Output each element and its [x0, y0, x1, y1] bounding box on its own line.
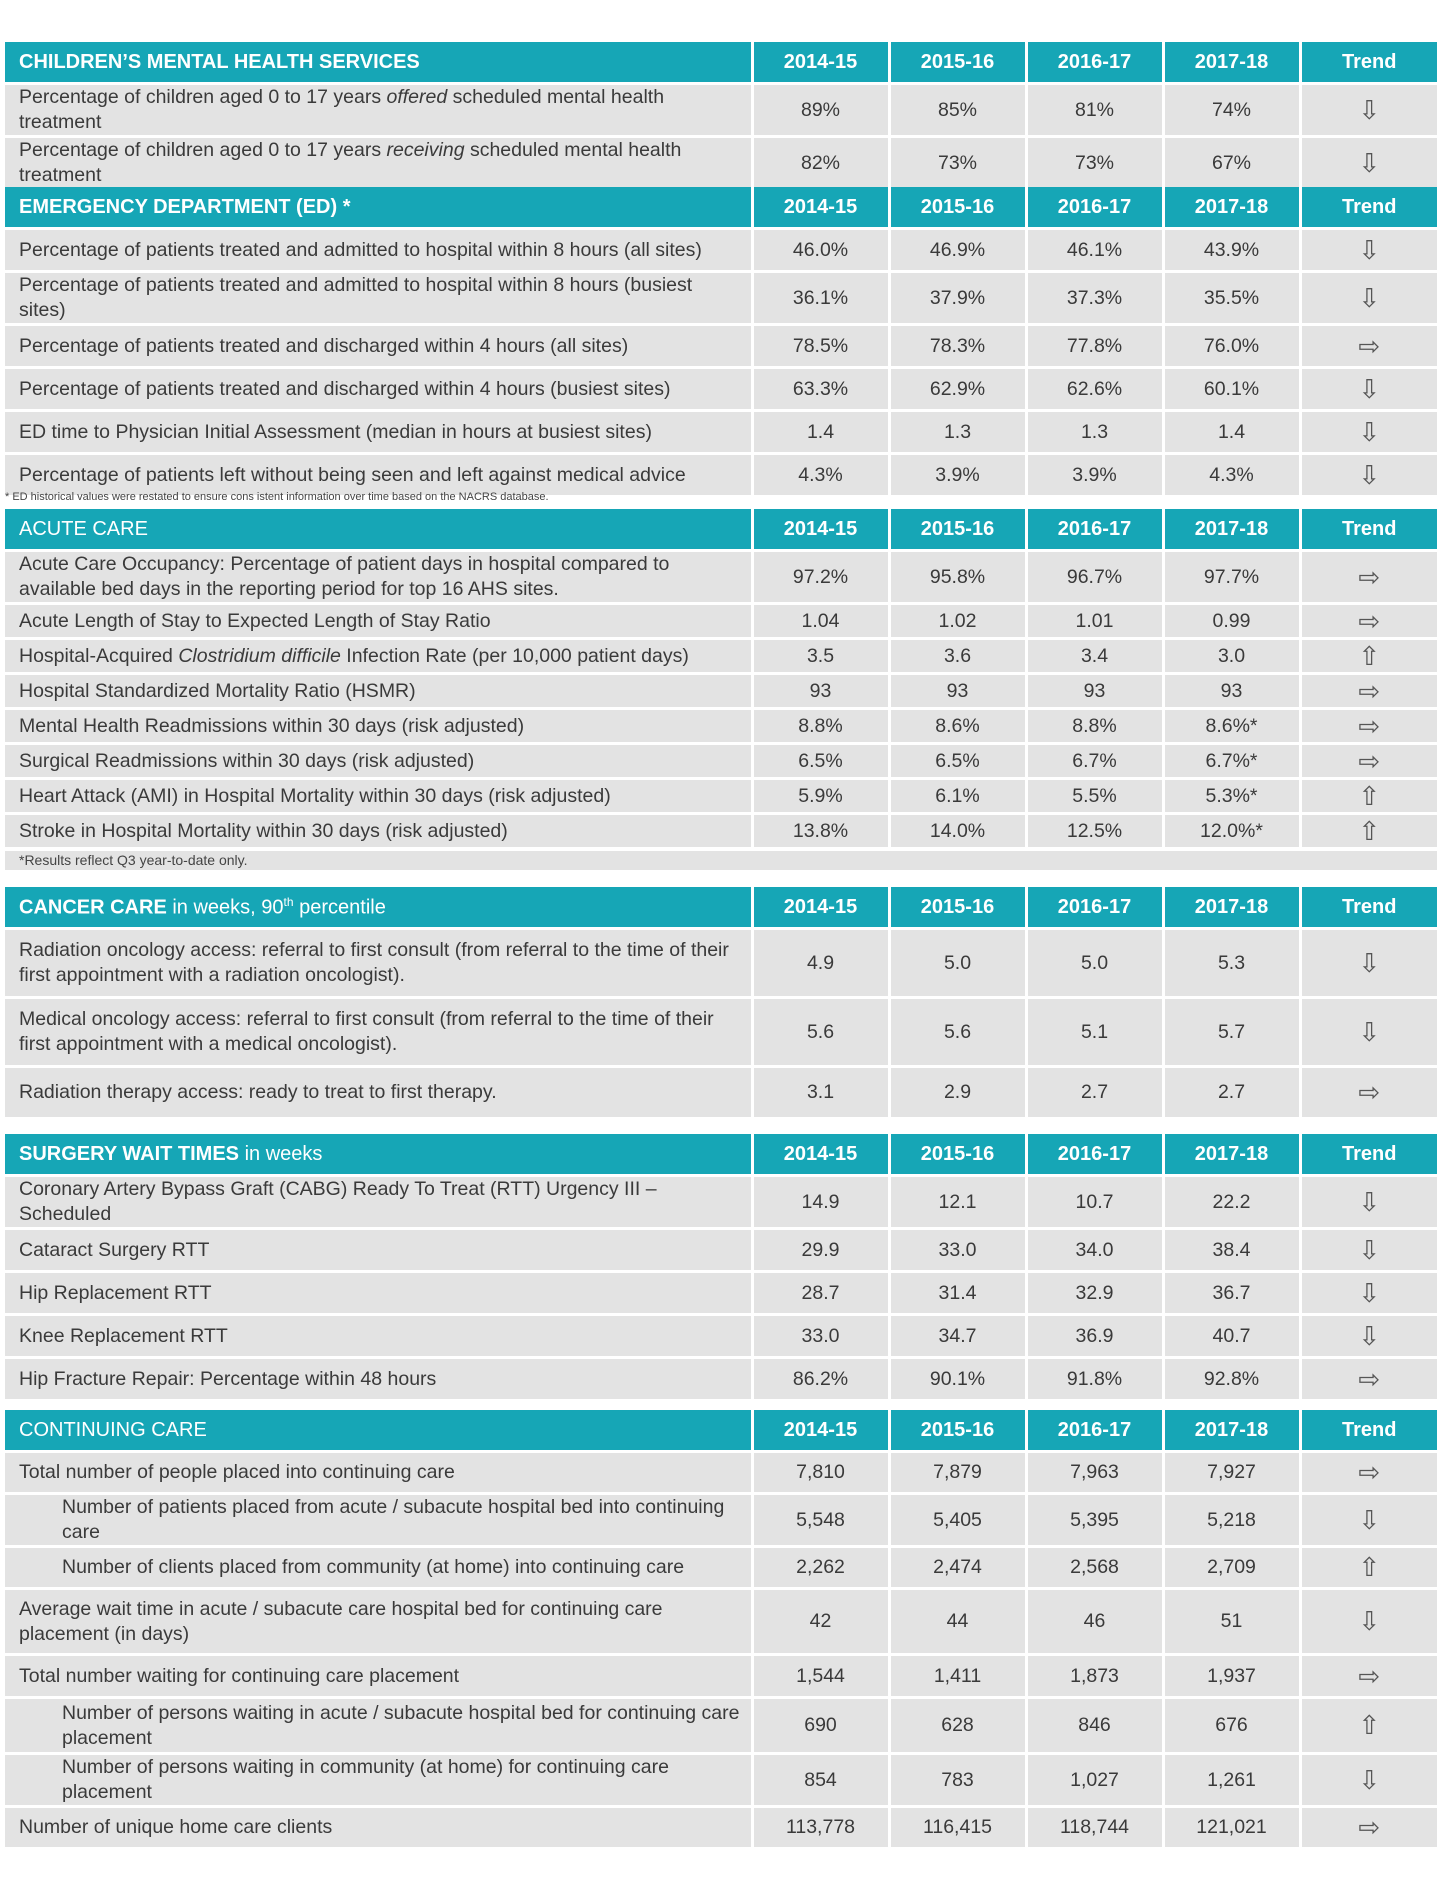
value-cell: 1.04 — [752, 604, 889, 639]
table-row — [5, 998, 1437, 1067]
section-surgery-wait-times — [5, 1134, 1437, 1402]
table-row — [5, 1807, 1437, 1849]
value-cell: 5.0 — [889, 929, 1026, 998]
value-cell: 6.7% — [1026, 744, 1163, 779]
row-label: Number of persons waiting in community (at home) for continuing care placement — [5, 1754, 752, 1807]
table-row — [5, 604, 1437, 639]
row-label: Number of unique home care clients — [5, 1807, 752, 1849]
row-label: Heart Attack (AMI) in Hospital Mortality within 30 days (risk adjusted) — [5, 779, 752, 814]
row-label: Mental Health Readmissions within 30 days (risk adjusted) — [5, 709, 752, 744]
row-label: Stroke in Hospital Mortality within 30 days (risk adjusted) — [5, 814, 752, 849]
cancer-care-table — [5, 887, 1437, 1120]
row-label: Radiation oncology access: referral to first consult (from referral to the time of their first appointment with a radiation oncologist). — [5, 929, 752, 998]
row-label: Number of persons waiting in acute / subacute hospital bed for continuing care placement — [5, 1698, 752, 1754]
table-header-row — [5, 887, 1437, 929]
section-title: CHILDREN’S MENTAL HEALTH SERVICES — [5, 42, 752, 84]
right-arrow-icon: ⇨ — [1300, 604, 1437, 639]
year-header: 2016-17 — [1026, 1134, 1163, 1176]
row-label: Hip Replacement RTT — [5, 1272, 752, 1315]
value-cell: 2.9 — [889, 1067, 1026, 1119]
value-cell: 3.0 — [1163, 639, 1300, 674]
table-header-row — [5, 42, 1437, 84]
value-cell: 12.1 — [889, 1176, 1026, 1229]
row-label: Average wait time in acute / subacute care hospital bed for continuing care placement (in days) — [5, 1589, 752, 1655]
value-cell: 676 — [1163, 1698, 1300, 1754]
row-label: Percentage of patients treated and discharged within 4 hours (all sites) — [5, 325, 752, 368]
table-row — [5, 1589, 1437, 1655]
value-cell: 1,027 — [1026, 1754, 1163, 1807]
year-header: 2015-16 — [889, 42, 1026, 84]
year-header: 2015-16 — [889, 509, 1026, 551]
value-cell: 8.8% — [752, 709, 889, 744]
row-label: Percentage of children aged 0 to 17 years offered scheduled mental health treatment — [5, 84, 752, 137]
table-row — [5, 137, 1437, 190]
year-header: 2016-17 — [1026, 1410, 1163, 1452]
table-header-row — [5, 1134, 1437, 1176]
down-arrow-icon: ⇩ — [1300, 1754, 1437, 1807]
year-header: 2017-18 — [1163, 1134, 1300, 1176]
value-cell: 91.8% — [1026, 1358, 1163, 1401]
table-row — [5, 1067, 1437, 1119]
section-acute-care — [5, 509, 1437, 850]
value-cell: 5.9% — [752, 779, 889, 814]
value-cell: 0.99 — [1163, 604, 1300, 639]
value-cell: 22.2 — [1163, 1176, 1300, 1229]
table-row — [5, 929, 1437, 998]
value-cell: 5.3%* — [1163, 779, 1300, 814]
value-cell: 5.7 — [1163, 998, 1300, 1067]
row-label: Percentage of patients left without being seen and left against medical advice — [5, 454, 752, 497]
value-cell: 32.9 — [1026, 1272, 1163, 1315]
table-row — [5, 229, 1437, 272]
trend-header: Trend — [1300, 42, 1437, 84]
value-cell: 34.0 — [1026, 1229, 1163, 1272]
right-arrow-icon: ⇨ — [1300, 1807, 1437, 1849]
value-cell: 93 — [752, 674, 889, 709]
value-cell: 85% — [889, 84, 1026, 137]
table-row — [5, 551, 1437, 604]
table-row — [5, 1452, 1437, 1494]
value-cell: 2,568 — [1026, 1547, 1163, 1589]
year-header: 2015-16 — [889, 1410, 1026, 1452]
value-cell: 690 — [752, 1698, 889, 1754]
value-cell: 36.9 — [1026, 1315, 1163, 1358]
trend-header: Trend — [1300, 1410, 1437, 1452]
value-cell: 7,927 — [1163, 1452, 1300, 1494]
value-cell: 93 — [1163, 674, 1300, 709]
value-cell: 121,021 — [1163, 1807, 1300, 1849]
down-arrow-icon: ⇩ — [1300, 998, 1437, 1067]
table-header-row — [5, 509, 1437, 551]
value-cell: 89% — [752, 84, 889, 137]
value-cell: 8.6%* — [1163, 709, 1300, 744]
trend-header: Trend — [1300, 887, 1437, 929]
year-header: 2014-15 — [752, 887, 889, 929]
value-cell: 4.3% — [752, 454, 889, 497]
right-arrow-icon: ⇨ — [1300, 1358, 1437, 1401]
table-row — [5, 368, 1437, 411]
table-row — [5, 779, 1437, 814]
table-header-row — [5, 187, 1437, 229]
childrens-mental-health-table — [5, 42, 1437, 191]
value-cell: 60.1% — [1163, 368, 1300, 411]
section-continuing-care — [5, 1410, 1437, 1850]
value-cell: 2.7 — [1163, 1067, 1300, 1119]
table-row — [5, 1272, 1437, 1315]
year-header: 2014-15 — [752, 1410, 889, 1452]
value-cell: 1,873 — [1026, 1655, 1163, 1698]
row-label: Cataract Surgery RTT — [5, 1229, 752, 1272]
value-cell: 97.7% — [1163, 551, 1300, 604]
value-cell: 2.7 — [1026, 1067, 1163, 1119]
year-header: 2014-15 — [752, 509, 889, 551]
right-arrow-icon: ⇨ — [1300, 1067, 1437, 1119]
right-arrow-icon: ⇨ — [1300, 1452, 1437, 1494]
value-cell: 1.3 — [889, 411, 1026, 454]
down-arrow-icon: ⇩ — [1300, 368, 1437, 411]
row-label: Percentage of patients treated and admitted to hospital within 8 hours (all sites) — [5, 229, 752, 272]
value-cell: 4.3% — [1163, 454, 1300, 497]
row-label: Number of patients placed from acute / subacute hospital bed into continuing care — [5, 1494, 752, 1547]
down-arrow-icon: ⇩ — [1300, 1272, 1437, 1315]
value-cell: 82% — [752, 137, 889, 190]
value-cell: 76.0% — [1163, 325, 1300, 368]
value-cell: 77.8% — [1026, 325, 1163, 368]
table-row — [5, 709, 1437, 744]
value-cell: 62.6% — [1026, 368, 1163, 411]
value-cell: 6.5% — [752, 744, 889, 779]
down-arrow-icon: ⇩ — [1300, 929, 1437, 998]
value-cell: 6.1% — [889, 779, 1026, 814]
trend-header: Trend — [1300, 509, 1437, 551]
year-header: 2017-18 — [1163, 1410, 1300, 1452]
value-cell: 1,411 — [889, 1655, 1026, 1698]
row-label: Acute Length of Stay to Expected Length of Stay Ratio — [5, 604, 752, 639]
acute-care-table — [5, 509, 1437, 850]
row-label: Percentage of patients treated and admitted to hospital within 8 hours (busiest sites) — [5, 272, 752, 325]
value-cell: 73% — [889, 137, 1026, 190]
year-header: 2015-16 — [889, 887, 1026, 929]
value-cell: 5,405 — [889, 1494, 1026, 1547]
down-arrow-icon: ⇩ — [1300, 1315, 1437, 1358]
row-label: Surgical Readmissions within 30 days (risk adjusted) — [5, 744, 752, 779]
section-title: CONTINUING CARE — [5, 1410, 752, 1452]
ed-footnote: * ED historical values were restated to ensure cons istent information over time based on the NACRS database. — [5, 491, 549, 503]
right-arrow-icon: ⇨ — [1300, 744, 1437, 779]
table-header-row — [5, 1410, 1437, 1452]
value-cell: 95.8% — [889, 551, 1026, 604]
section-title: SURGERY WAIT TIMES in weeks — [5, 1134, 752, 1176]
value-cell: 13.8% — [752, 814, 889, 849]
table-row — [5, 411, 1437, 454]
value-cell: 8.8% — [1026, 709, 1163, 744]
down-arrow-icon: ⇩ — [1300, 1176, 1437, 1229]
value-cell: 6.7%* — [1163, 744, 1300, 779]
section-title: CANCER CARE in weeks, 90th percentile — [5, 887, 752, 929]
down-arrow-icon: ⇩ — [1300, 229, 1437, 272]
year-header: 2015-16 — [889, 187, 1026, 229]
value-cell: 12.0%* — [1163, 814, 1300, 849]
value-cell: 97.2% — [752, 551, 889, 604]
value-cell: 90.1% — [889, 1358, 1026, 1401]
value-cell: 628 — [889, 1698, 1026, 1754]
value-cell: 5.1 — [1026, 998, 1163, 1067]
value-cell: 51 — [1163, 1589, 1300, 1655]
value-cell: 10.7 — [1026, 1176, 1163, 1229]
value-cell: 1.4 — [1163, 411, 1300, 454]
table-row — [5, 1547, 1437, 1589]
value-cell: 118,744 — [1026, 1807, 1163, 1849]
value-cell: 1.4 — [752, 411, 889, 454]
value-cell: 86.2% — [752, 1358, 889, 1401]
table-row — [5, 814, 1437, 849]
row-label: ED time to Physician Initial Assessment (median in hours at busiest sites) — [5, 411, 752, 454]
value-cell: 96.7% — [1026, 551, 1163, 604]
down-arrow-icon: ⇩ — [1300, 137, 1437, 190]
value-cell: 5,548 — [752, 1494, 889, 1547]
value-cell: 42 — [752, 1589, 889, 1655]
right-arrow-icon: ⇨ — [1300, 325, 1437, 368]
value-cell: 92.8% — [1163, 1358, 1300, 1401]
section-cancer-care — [5, 887, 1437, 1120]
trend-header: Trend — [1300, 187, 1437, 229]
value-cell: 81% — [1026, 84, 1163, 137]
value-cell: 7,963 — [1026, 1452, 1163, 1494]
row-label: Hospital-Acquired Clostridium difficile Infection Rate (per 10,000 patient days) — [5, 639, 752, 674]
row-label: Coronary Artery Bypass Graft (CABG) Ready To Treat (RTT) Urgency III – Scheduled — [5, 1176, 752, 1229]
value-cell: 4.9 — [752, 929, 889, 998]
year-header: 2016-17 — [1026, 42, 1163, 84]
surgery-wait-times-table — [5, 1134, 1437, 1402]
table-row — [5, 272, 1437, 325]
value-cell: 1.3 — [1026, 411, 1163, 454]
value-cell: 113,778 — [752, 1807, 889, 1849]
value-cell: 43.9% — [1163, 229, 1300, 272]
row-label: Hospital Standardized Mortality Ratio (HSMR) — [5, 674, 752, 709]
emergency-department-table — [5, 187, 1437, 498]
value-cell: 67% — [1163, 137, 1300, 190]
table-row — [5, 674, 1437, 709]
value-cell: 46.0% — [752, 229, 889, 272]
table-row — [5, 1229, 1437, 1272]
value-cell: 93 — [889, 674, 1026, 709]
table-row — [5, 325, 1437, 368]
value-cell: 36.7 — [1163, 1272, 1300, 1315]
value-cell: 37.9% — [889, 272, 1026, 325]
value-cell: 93 — [1026, 674, 1163, 709]
down-arrow-icon: ⇩ — [1300, 272, 1437, 325]
row-label: Hip Fracture Repair: Percentage within 48 hours — [5, 1358, 752, 1401]
table-row — [5, 639, 1437, 674]
value-cell: 854 — [752, 1754, 889, 1807]
row-label: Percentage of children aged 0 to 17 years receiving scheduled mental health treatment — [5, 137, 752, 190]
value-cell: 7,879 — [889, 1452, 1026, 1494]
down-arrow-icon: ⇩ — [1300, 1229, 1437, 1272]
value-cell: 846 — [1026, 1698, 1163, 1754]
value-cell: 78.5% — [752, 325, 889, 368]
row-label: Number of clients placed from community (at home) into continuing care — [5, 1547, 752, 1589]
value-cell: 6.5% — [889, 744, 1026, 779]
value-cell: 3.9% — [889, 454, 1026, 497]
value-cell: 40.7 — [1163, 1315, 1300, 1358]
row-label: Total number waiting for continuing care placement — [5, 1655, 752, 1698]
table-row — [5, 1358, 1437, 1401]
year-header: 2016-17 — [1026, 887, 1163, 929]
year-header: 2017-18 — [1163, 887, 1300, 929]
value-cell: 14.9 — [752, 1176, 889, 1229]
right-arrow-icon: ⇨ — [1300, 674, 1437, 709]
value-cell: 2,262 — [752, 1547, 889, 1589]
value-cell: 783 — [889, 1754, 1026, 1807]
value-cell: 2,709 — [1163, 1547, 1300, 1589]
trend-header: Trend — [1300, 1134, 1437, 1176]
up-arrow-icon: ⇧ — [1300, 779, 1437, 814]
section-title: ACUTE CARE — [5, 509, 752, 551]
section-emergency-department — [5, 187, 1437, 498]
up-arrow-icon: ⇧ — [1300, 1547, 1437, 1589]
value-cell: 1.01 — [1026, 604, 1163, 639]
value-cell: 38.4 — [1163, 1229, 1300, 1272]
value-cell: 3.4 — [1026, 639, 1163, 674]
value-cell: 3.5 — [752, 639, 889, 674]
down-arrow-icon: ⇩ — [1300, 411, 1437, 454]
value-cell: 46.9% — [889, 229, 1026, 272]
value-cell: 44 — [889, 1589, 1026, 1655]
down-arrow-icon: ⇩ — [1300, 84, 1437, 137]
year-header: 2017-18 — [1163, 42, 1300, 84]
value-cell: 63.3% — [752, 368, 889, 411]
table-row — [5, 1655, 1437, 1698]
value-cell: 29.9 — [752, 1229, 889, 1272]
row-label: Knee Replacement RTT — [5, 1315, 752, 1358]
value-cell: 116,415 — [889, 1807, 1026, 1849]
value-cell: 1.02 — [889, 604, 1026, 639]
value-cell: 1,937 — [1163, 1655, 1300, 1698]
row-label: Percentage of patients treated and discharged within 4 hours (busiest sites) — [5, 368, 752, 411]
value-cell: 33.0 — [752, 1315, 889, 1358]
up-arrow-icon: ⇧ — [1300, 639, 1437, 674]
up-arrow-icon: ⇧ — [1300, 1698, 1437, 1754]
continuing-care-table — [5, 1410, 1437, 1850]
up-arrow-icon: ⇧ — [1300, 814, 1437, 849]
table-row — [5, 744, 1437, 779]
row-label: Radiation therapy access: ready to treat to first therapy. — [5, 1067, 752, 1119]
value-cell: 5,395 — [1026, 1494, 1163, 1547]
value-cell: 78.3% — [889, 325, 1026, 368]
year-header: 2016-17 — [1026, 187, 1163, 229]
value-cell: 14.0% — [889, 814, 1026, 849]
row-label: Medical oncology access: referral to first consult (from referral to the time of their first appointment with a medical oncologist). — [5, 998, 752, 1067]
row-label: Total number of people placed into continuing care — [5, 1452, 752, 1494]
table-row — [5, 1754, 1437, 1807]
table-row — [5, 1494, 1437, 1547]
value-cell: 8.6% — [889, 709, 1026, 744]
value-cell: 1,544 — [752, 1655, 889, 1698]
value-cell: 5.6 — [889, 998, 1026, 1067]
section-childrens-mental-health — [5, 42, 1437, 191]
value-cell: 74% — [1163, 84, 1300, 137]
value-cell: 36.1% — [752, 272, 889, 325]
value-cell: 3.9% — [1026, 454, 1163, 497]
year-header: 2016-17 — [1026, 509, 1163, 551]
value-cell: 12.5% — [1026, 814, 1163, 849]
value-cell: 33.0 — [889, 1229, 1026, 1272]
year-header: 2014-15 — [752, 42, 889, 84]
table-row — [5, 84, 1437, 137]
value-cell: 37.3% — [1026, 272, 1163, 325]
value-cell: 46 — [1026, 1589, 1163, 1655]
value-cell: 31.4 — [889, 1272, 1026, 1315]
value-cell: 73% — [1026, 137, 1163, 190]
section-title: EMERGENCY DEPARTMENT (ED) * — [5, 187, 752, 229]
year-header: 2014-15 — [752, 187, 889, 229]
value-cell: 62.9% — [889, 368, 1026, 411]
value-cell: 5.5% — [1026, 779, 1163, 814]
right-arrow-icon: ⇨ — [1300, 709, 1437, 744]
value-cell: 34.7 — [889, 1315, 1026, 1358]
table-row — [5, 1315, 1437, 1358]
value-cell: 5.0 — [1026, 929, 1163, 998]
value-cell: 5.6 — [752, 998, 889, 1067]
value-cell: 28.7 — [752, 1272, 889, 1315]
value-cell: 35.5% — [1163, 272, 1300, 325]
row-label: Acute Care Occupancy: Percentage of patient days in hospital compared to available bed days in the reporting period for top 16 AHS sites. — [5, 551, 752, 604]
value-cell: 7,810 — [752, 1452, 889, 1494]
footnote-text: *Results reflect Q3 year-to-date only. — [19, 852, 248, 868]
year-header: 2017-18 — [1163, 187, 1300, 229]
year-header: 2015-16 — [889, 1134, 1026, 1176]
down-arrow-icon: ⇩ — [1300, 1589, 1437, 1655]
value-cell: 3.6 — [889, 639, 1026, 674]
down-arrow-icon: ⇩ — [1300, 1494, 1437, 1547]
value-cell: 5,218 — [1163, 1494, 1300, 1547]
value-cell: 5.3 — [1163, 929, 1300, 998]
acute-care-footnote — [5, 851, 1437, 870]
table-row — [5, 1176, 1437, 1229]
value-cell: 46.1% — [1026, 229, 1163, 272]
right-arrow-icon: ⇨ — [1300, 1655, 1437, 1698]
year-header: 2014-15 — [752, 1134, 889, 1176]
table-row — [5, 1698, 1437, 1754]
value-cell: 1,261 — [1163, 1754, 1300, 1807]
year-header: 2017-18 — [1163, 509, 1300, 551]
down-arrow-icon: ⇩ — [1300, 454, 1437, 497]
value-cell: 2,474 — [889, 1547, 1026, 1589]
right-arrow-icon: ⇨ — [1300, 551, 1437, 604]
value-cell: 3.1 — [752, 1067, 889, 1119]
